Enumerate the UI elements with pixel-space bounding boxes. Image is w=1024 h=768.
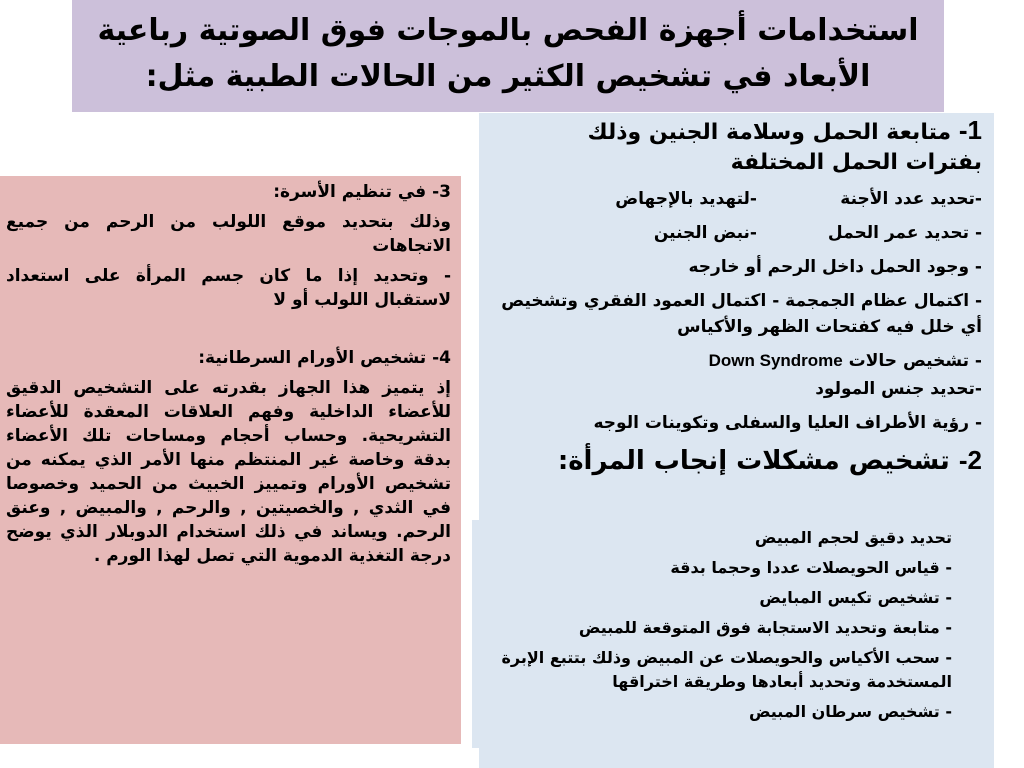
item-skull-spine: - اكتمال عظام الجمجمة - اكتمال العمود الفقري وتشخيص أي خلل فيه كفتحات الظهر والأكياس xyxy=(501,291,982,337)
spacer xyxy=(6,312,451,346)
row-2-a: - تحديد عمر الحمل xyxy=(827,223,982,243)
list-item: - سحب الأكياس والحويصلات عن المبيض وذلك بتتبع الإبرة المستخدمة وتحديد أبعادها وطريقة اختراقها xyxy=(501,648,952,691)
item-down-syndrome-arabic: - تشخيص حالات xyxy=(848,351,982,371)
section2-title xyxy=(487,444,982,477)
section2-title-text: تشخيص مشكلات إنجاب المرأة: xyxy=(557,446,950,476)
section1-number: 1- xyxy=(958,115,982,145)
left-panel xyxy=(0,176,461,744)
section3-paragraph-2: - وتحديد إذا ما كان جسم المرأة على استعداد لاستقبال اللولب أو لا xyxy=(6,266,451,310)
row-1-a: -تحديد عدد الأجنة xyxy=(840,189,982,209)
section4-heading: 4- تشخيص الأورام السرطانية: xyxy=(198,348,451,368)
title-line-1: استخدامات أجهزة الفحص بالموجات فوق الصوتية رباعية xyxy=(97,13,919,48)
row-1-b: -لتهديد بالإجهاض xyxy=(615,189,757,209)
section2-list xyxy=(472,520,964,748)
list-item: - قياس الحويصلات عددا وحجما بدقة xyxy=(670,558,952,577)
title-line-2: الأبعاد في تشخيص الكثير من الحالات الطبية مثل: xyxy=(145,59,871,94)
list-item: - تشخيص تكيس المبايض xyxy=(759,588,952,607)
item-baby-gender: -تحديد جنس المولود xyxy=(815,379,982,399)
section2-number: 2- xyxy=(958,445,982,475)
item-down-syndrome-latin: Down Syndrome xyxy=(708,351,843,370)
item-pregnancy-location: - وجود الحمل داخل الرحم أو خارجه xyxy=(688,257,982,277)
list-item: تحديد دقيق لحجم المبيض xyxy=(754,528,952,547)
section1-title-line1: متابعة الحمل وسلامة الجنين وذلك xyxy=(587,120,952,145)
title-box xyxy=(72,0,944,112)
row-2-b: -نبض الجنين xyxy=(653,223,757,243)
list-item: - متابعة وتحديد الاستجابة فوق المتوقعة للمبيض xyxy=(578,618,952,637)
section1-title xyxy=(487,115,982,148)
item-limbs-face: - رؤية الأطراف العليا والسفلى وتكوينات الوجه xyxy=(593,413,982,433)
item-down-syndrome xyxy=(487,348,982,374)
section3-heading: 3- في تنظيم الأسرة: xyxy=(273,182,451,202)
row-2 xyxy=(487,220,982,246)
section1-title-line2: بفترات الحمل المختلفة xyxy=(730,150,982,175)
row-1 xyxy=(487,186,982,212)
section4-paragraph: إذ يتميز هذا الجهاز بقدرته على التشخيص الدقيق للأعضاء الداخلية وفهم العلاقات المعقدة للأعضاء التشريحية. وحساب أحجام ومساحات تلك الأعضاء بدقة وخاصة غير المنتظم منها الأمر الذي يمكنه من تشخيص الأورام وتمييز الخبيث من الحميد وخصوصا في الثدي , والخصيتين , والرحم , والمبيض , وعنق الرحم. ويساند في ذلك استخدام الدوبلار الذي يوضح درجة التغذية الدموية التي تصل لهذا الورم . xyxy=(6,378,451,566)
list-item: - تشخيص سرطان المبيض xyxy=(748,702,952,721)
section3-paragraph-1: وذلك بتحديد موقع اللولب من الرحم من جميع الاتجاهات xyxy=(6,212,451,256)
